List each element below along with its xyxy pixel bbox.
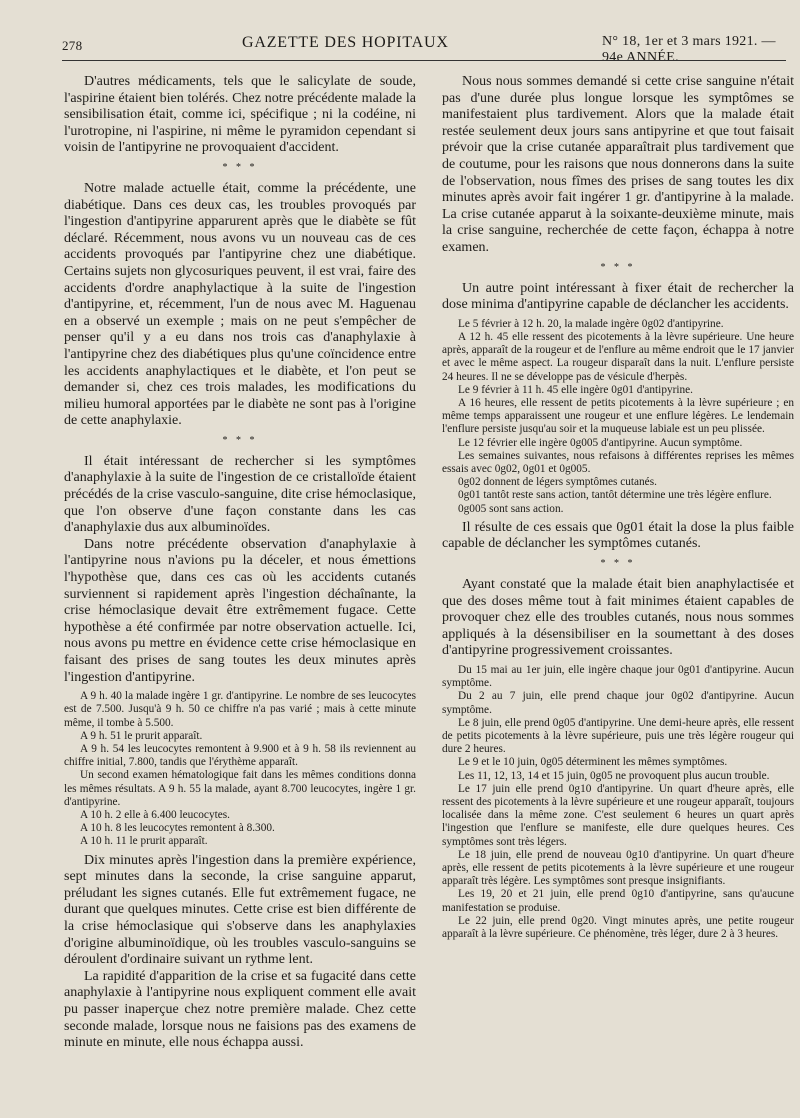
section-separator: * * *	[222, 161, 258, 173]
observation-line: Du 2 au 7 juin, elle prend chaque jour 0g02 d'antipyrine. Aucun symptôme.	[442, 690, 794, 716]
observation-line: Le 9 février à 11 h. 45 elle ingère 0g01 d'antipyrine.	[458, 383, 694, 396]
issue-info: N° 18, 1er et 3 mars 1921. — 94e ANNÉE.	[602, 34, 776, 65]
journal-title: GAZETTE DES HOPITAUX	[242, 34, 449, 51]
observation-line: A 9 h. 40 la malade ingère 1 gr. d'antipyrine. Le nombre de ses leucocytes est de 7.500. Jusqu'à 9 h. 50 ce chiffre n'a pas varié ; mais à cette minute même, il tombe à 5.500.	[64, 690, 416, 729]
header-rule	[62, 60, 786, 61]
observation-line: A 10 h. 8 les leucocytes remontent à 8.300.	[80, 822, 275, 835]
paragraph: D'autres médicaments, tels que le salicylate de soude, l'aspirine étaient bien tolérés. Chez notre précédente malade la sensibilisation était, comme ici, spécifique ; ni la codéine, ni l'urotropine, ni l'aspirine, ni même le pyramidon cependant si voisin de l'antipyrine ne provoquaient d'accident.	[64, 74, 416, 156]
observation-line: Le 18 juin, elle prend de nouveau 0g10 d'antipyrine. Un quart d'heure après, elle ressent de petits picotements à la lèvre supérieure et une rougeur apparaît très légère. Les symptômes sont presque insignifiants.	[442, 848, 794, 888]
paragraph: Il résulte de ces essais que 0g01 était la dose la plus faible capable de déclancher les symptômes cutanés.	[442, 519, 794, 552]
paragraph: Un autre point intéressant à fixer était de rechercher la dose minima d'antipyrine capable de déclancher les accidents.	[442, 280, 794, 313]
paragraph: Nous nous sommes demandé si cette crise sanguine n'était pas d'une durée plus longue lorsque les symptômes se manifestaient plus tardivement. Alors que la malade était restée seulement deux jours sans antipyrine et que tout faisait prévoir que la crise cutanée apparaîtrait plus tardivement que de coutume, pour les raisons que nous donnerons dans la suite de l'observation, nous fîmes des prises de sang toutes les dix minutes après avoir fait ingérer 1 gr. d'antipyrine à la malade. La crise cutanée apparut à la soixante-deuxième minute, mais la crise sanguine, recherchée de cette façon, échappa à notre examen.	[442, 74, 794, 255]
observation-line: Les semaines suivantes, nous refaisons à différentes reprises les mêmes essais avec 0g02, 0g01 et 0g005.	[442, 449, 794, 475]
observation-line: Les 11, 12, 13, 14 et 15 juin, 0g05 ne provoquent plus aucun trouble.	[458, 769, 770, 782]
observation-line: Le 9 et le 10 juin, 0g05 déterminent les mêmes symptômes.	[458, 756, 728, 769]
observation-line: Du 15 mai au 1er juin, elle ingère chaque jour 0g01 d'antipyrine. Aucun symptôme.	[442, 663, 794, 690]
paragraph: Ayant constaté que la malade était bien anaphylactisée et que des doses même tout à fait minimes étaient capables de provoquer chez elle des troubles cutanés, nous nous sommes appliqués à la désensibiliser en la soumettant à des doses d'antipyrine progressivement croissantes.	[442, 576, 794, 659]
right-column	[442, 74, 794, 941]
observation-line: A 10 h. 11 le prurit apparaît.	[80, 835, 208, 848]
observation-line: Les 19, 20 et 21 juin, elle prend 0g10 d'antipyrine, sans qu'aucune manifestation se produise.	[442, 888, 794, 914]
observation-line: Le 12 février elle ingère 0g005 d'antipyrine. Aucun symptôme.	[458, 436, 743, 449]
observation-line: 0g01 tantôt reste sans action, tantôt détermine une très légère enflure.	[458, 489, 772, 502]
section-separator: * * *	[600, 261, 636, 273]
observation-line: A 9 h. 51 le prurit apparaît.	[80, 729, 203, 742]
observation-line: 0g02 donnent de légers symptômes cutanés.	[458, 476, 657, 489]
observation-line: Le 8 juin, elle prend 0g05 d'antipyrine. Une demi-heure après, elle ressent de petits picotements à la lèvre supérieure, puis une très légère rougeur qui dure 2 heures.	[442, 716, 794, 756]
observation-line: Le 22 juin, elle prend 0g20. Vingt minutes après, une petite rougeur apparaît à la lèvre supérieure. Ce phénomène, très léger, dure 2 à 3 heures.	[442, 914, 794, 940]
page-number: 278	[62, 38, 83, 53]
observation-line: A 12 h. 45 elle ressent des picotements à la lèvre supérieure. Une heure après, apparaît de la rougeur et de l'enflure au même endroit que le 17 janvier et avec le même aspect. La rougeur disparaît dans la nuit. L'enflure persiste 24 heures. Il ne se développe pas de vésicule d'herpès.	[442, 330, 794, 383]
observation-line: Le 17 juin elle prend 0g10 d'antipyrine. Un quart d'heure après, elle ressent des picotements à la lèvre supérieure et une rougeur apparaît, toujours localisée dans la même zone. C'est seulement 6 heures un quart après l'ingestion que l'enflure se manifeste, elle dure quelques heures. Ces symptômes sont très légers.	[442, 782, 794, 848]
observation-line: A 16 heures, elle ressent de petits picotements à la lèvre supérieure ; en même temps apparaissent une rougeur et une enflure légères. Le lendemain l'enflure persiste jusqu'au soir et la muqueuse labiale est un peu plissée.	[442, 396, 794, 436]
observation-line: Un second examen hématologique fait dans les mêmes conditions donna les mêmes résultats. A 9 h. 55 la malade, ayant 8.700 leucocytes, ingère 1 gr. d'antipyrine.	[64, 769, 416, 808]
observation-line: A 9 h. 54 les leucocytes remontent à 9.900 et à 9 h. 58 ils reviennent au chiffre initial, 7.800, tandis que l'érythème apparaît.	[64, 743, 416, 769]
observation-line: Le 5 février à 12 h. 20, la malade ingère 0g02 d'antipyrine.	[458, 317, 724, 330]
left-column	[64, 74, 416, 1052]
observation-line: 0g005 sont sans action.	[458, 502, 564, 515]
running-header	[62, 32, 780, 65]
paragraph: La rapidité d'apparition de la crise et sa fugacité dans cette anaphylaxie à l'antipyrine nous expliquent comment elle avait pu passer inaperçue chez notre première malade. Chez cette seconde malade, lorsque nous ne faisions pas des examens de minute en minute, elle nous échappa aussi.	[64, 968, 416, 1051]
section-separator: * * *	[222, 434, 258, 446]
paragraph: Notre malade actuelle était, comme la précédente, une diabétique. Dans ces deux cas, les troubles provoqués par l'ingestion d'antipyrine apparurent après que le diabète se fût déclaré. Récemment, nous avons vu un nouveau cas de ces accidents provoqués par l'antipyrine chez une diabétique. Certains sujets non glycosuriques peuvent, il est vrai, faire des accidents d'ordre anaphylactique à la suite de l'ingestion d'antipyrine, et, récemment, l'un de nous avec M. Haguenau en a observé un exemple ; mais on ne peut s'empêcher de penser qu'il y a eu dans nos trois cas d'anaphylaxie à l'antipyrine chez des diabétiques plus qu'une coïncidence entre les accidents anaphylactiques et le diabète, et l'on peut se demander si, chez ces trois malades, les modifications du milieu humoral apportées par le diabète ne sont pas à l'origine de cette anaphylaxie.	[64, 180, 416, 429]
paragraph: Dans notre précédente observation d'anaphylaxie à l'antipyrine nous n'avions pu la déceler, et nous émettions l'hypothèse que, dans ces cas où les accidents cutanés surviennent si rapidement après l'ingestion déchaînante, la crise hémoclasique devait être extrêmement fugace. Cette hypothèse a été confirmée par notre observation actuelle. Ici, nous avons pu mettre en évidence cette crise hémoclasique en faisant des prises de sang toutes les deux minutes après l'ingestion d'antipyrine.	[64, 536, 416, 685]
observation-line: A 10 h. 2 elle à 6.400 leucocytes.	[80, 809, 230, 822]
section-separator: * * *	[600, 557, 636, 569]
paragraph: Dix minutes après l'ingestion dans la première expérience, sept minutes dans la seconde, la crise sanguine apparut, préludant les signes cutanés. Elle fut extrêmement fugace, ne durant que quelques minutes. Cette crise est bien différente de la crise hémoclasique qui s'observe dans les anaphylaxies d'origine albuminoïdique, où les troubles vasculo-sanguins se déroulent d'ordinaire suivant un rythme lent.	[64, 852, 416, 968]
paragraph: Il était intéressant de rechercher si les symptômes d'anaphylaxie à la suite de l'ingestion de ce cristalloïde étaient précédés de la crise vasculo-sanguine, dite crise hémoclasique, que l'on observe d'une façon constante dans les cas d'anaphylaxie dus aux albuminoïdes.	[64, 453, 416, 536]
